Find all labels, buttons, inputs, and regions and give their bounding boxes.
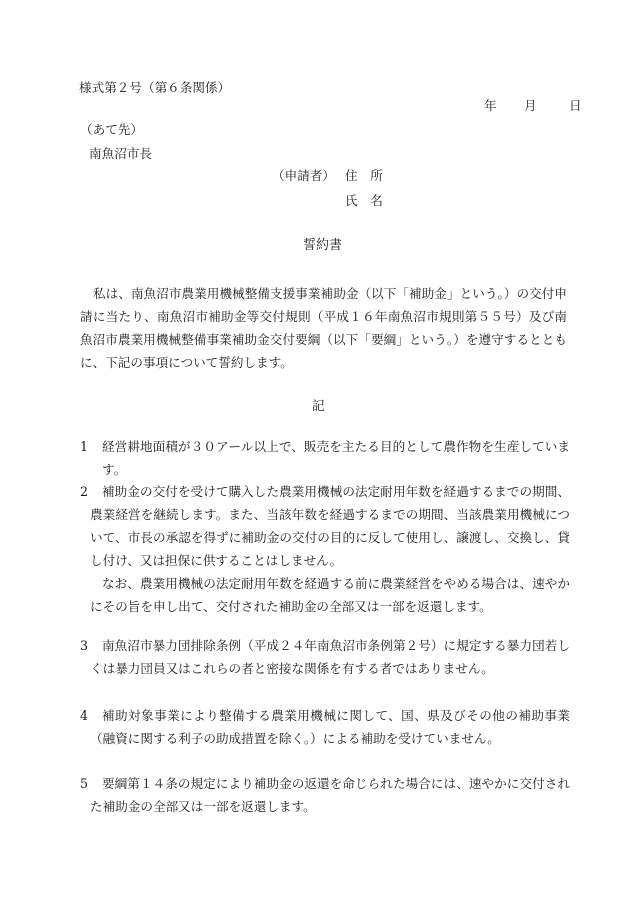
list-item bbox=[80, 480, 570, 618]
ki-heading: 記 bbox=[312, 398, 325, 413]
item-text: 経営耕地面積が３０アール以上で、販売を主たる目的として農作物を生産しています。 bbox=[102, 439, 570, 477]
document-title: 誓約書 bbox=[303, 238, 343, 253]
addressee-name: 南魚沼市長 bbox=[89, 146, 152, 161]
item-number: 5 bbox=[80, 776, 89, 791]
intro-text: 私は、南魚沼市農業用機械整備支援事業補助金（以下「補助金」という。）の交付申請に当たり、南魚沼市補助金等交付規則（平成１６年南魚沼市規則第５５号）及び南魚沼市農業用機械整備事業補助金交付要綱（以下「要綱」という。）を遵守するとともに、下記の事項について誓約します。 bbox=[80, 286, 567, 370]
list-item bbox=[80, 772, 570, 818]
list-item bbox=[80, 634, 570, 680]
item-number: 2 bbox=[80, 484, 89, 499]
form-label: 様式第２号（第６条関係） bbox=[79, 80, 231, 95]
item-text: 補助金の交付を受けて購入した農業用機械の法定耐用年数を経過するまでの期間、農業経営を継続します。また、当該年数を経過するまでの期間、当該農業用機械について、市長の承認を得ずに補助金の交付の目的に反して使用し、譲渡し、交換し、貸し付け、又は担保に供することはしません。 bbox=[90, 484, 571, 568]
intro-paragraph bbox=[80, 282, 567, 374]
list-item bbox=[80, 435, 570, 481]
item-number: 3 bbox=[80, 638, 89, 653]
applicant-name-label: 氏 名 bbox=[345, 193, 383, 208]
date-line bbox=[484, 98, 582, 113]
applicant-label: （申請者） bbox=[272, 168, 335, 183]
item-text: 補助対象事業により整備する農業用機械に関して、国、県及びその他の補助事業（融資に関する利子の助成措置を除く。）による補助を受けていません。 bbox=[90, 708, 570, 746]
item-number: 1 bbox=[80, 439, 89, 454]
item-number: 4 bbox=[80, 708, 89, 723]
item-note: なお、農業用機械の法定耐用年数を経過する前に農業経営をやめる場合は、速やかにその旨を申し出て、交付された補助金の全部又は一部を返還します。 bbox=[90, 576, 570, 614]
date-day: 日 bbox=[569, 98, 582, 113]
list-item bbox=[80, 704, 570, 750]
addressee-label: （あて先） bbox=[80, 122, 143, 137]
date-month: 月 bbox=[524, 98, 537, 113]
date-year: 年 bbox=[484, 98, 497, 113]
item-text: 南魚沼市暴力団排除条例（平成２４年南魚沼市条例第２号）に規定する暴力団若しくは暴力団員又はこれらの者と密接な関係を有する者ではありません。 bbox=[90, 638, 570, 676]
item-text: 要綱第１４条の規定により補助金の返還を命じられた場合には、速やかに交付された補助金の全部又は一部を返還します。 bbox=[90, 776, 570, 814]
applicant-address-label: 住 所 bbox=[345, 168, 383, 183]
